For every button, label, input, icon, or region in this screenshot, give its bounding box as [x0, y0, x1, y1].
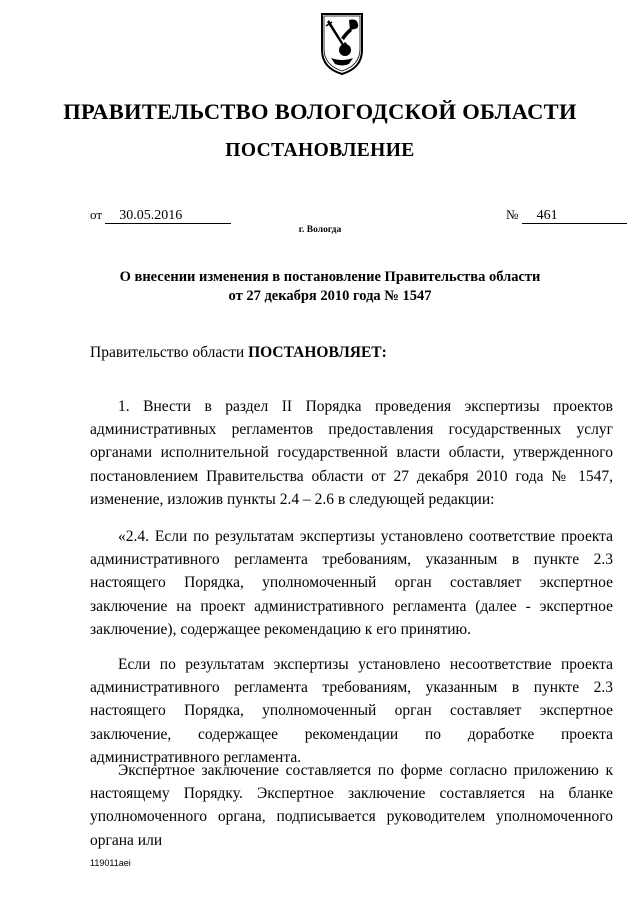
- paragraph-1-text: 1. Внести в раздел II Порядка проведения экспертизы проектов административных регламентов предоставления государственных услуг органами исполнительной государственной власти области, утвержденного постановлением Правительства области от 27 декабря 2010 года № 1547, изменение, изложив пункты 2.4 – 2.6 в следующей редакции:: [90, 398, 613, 508]
- date-prefix: от: [90, 207, 103, 222]
- paragraph-3-text: Если по результатам экспертизы установлено несоответствие проекта административного регламента требованиям, указанным в пункте 2.3 настоящего Порядка, уполномоченный орган составляет экспертное заключение, содержащее рекомендации по доработке проекта административного регламента.: [90, 656, 613, 766]
- document-code: 119011aei: [90, 858, 131, 868]
- paragraph-2: [90, 525, 613, 641]
- paragraph-4: [90, 759, 613, 852]
- paragraph-3: [90, 653, 613, 769]
- number-field: [506, 207, 627, 224]
- subject-line-2: от 27 декабря 2010 года № 1547: [228, 288, 432, 304]
- number-value: 461: [522, 208, 627, 224]
- city-label: г. Вологда: [298, 225, 342, 235]
- document-type-title: ПОСТАНОВЛЕНИЕ: [225, 140, 415, 161]
- date-field: [90, 207, 231, 224]
- organization-title: ПРАВИТЕЛЬСТВО ВОЛОГОДСКОЙ ОБЛАСТИ: [63, 99, 577, 124]
- paragraph-2-text: «2.4. Если по результатам экспертизы установлено соответствие проекта административного регламента требованиям, указанным в пункте 2.3 настоящего Порядка, уполномоченный орган составляет экспертное заключение на проект административного регламента (далее - экспертное заключение), содержащее рекомендацию к его принятию.: [90, 528, 613, 638]
- preamble-bold: ПОСТАНОВЛЯЕТ:: [248, 344, 387, 361]
- preamble: [90, 344, 387, 362]
- date-value: 30.05.2016: [105, 208, 231, 224]
- document-subject: [80, 268, 580, 306]
- preamble-text: Правительство области: [90, 344, 249, 361]
- number-prefix: №: [506, 207, 519, 222]
- paragraph-1: [90, 395, 613, 511]
- paragraph-4-text: Экспертное заключение составляется по форме согласно приложению к настоящему Порядку. Экспертное заключение составляется на бланке уполномоченного органа, подписывается руководителем уполномоченного органа или: [90, 762, 613, 849]
- subject-line-1: О внесении изменения в постановление Правительства области: [119, 269, 541, 285]
- coat-of-arms-icon: [319, 12, 365, 76]
